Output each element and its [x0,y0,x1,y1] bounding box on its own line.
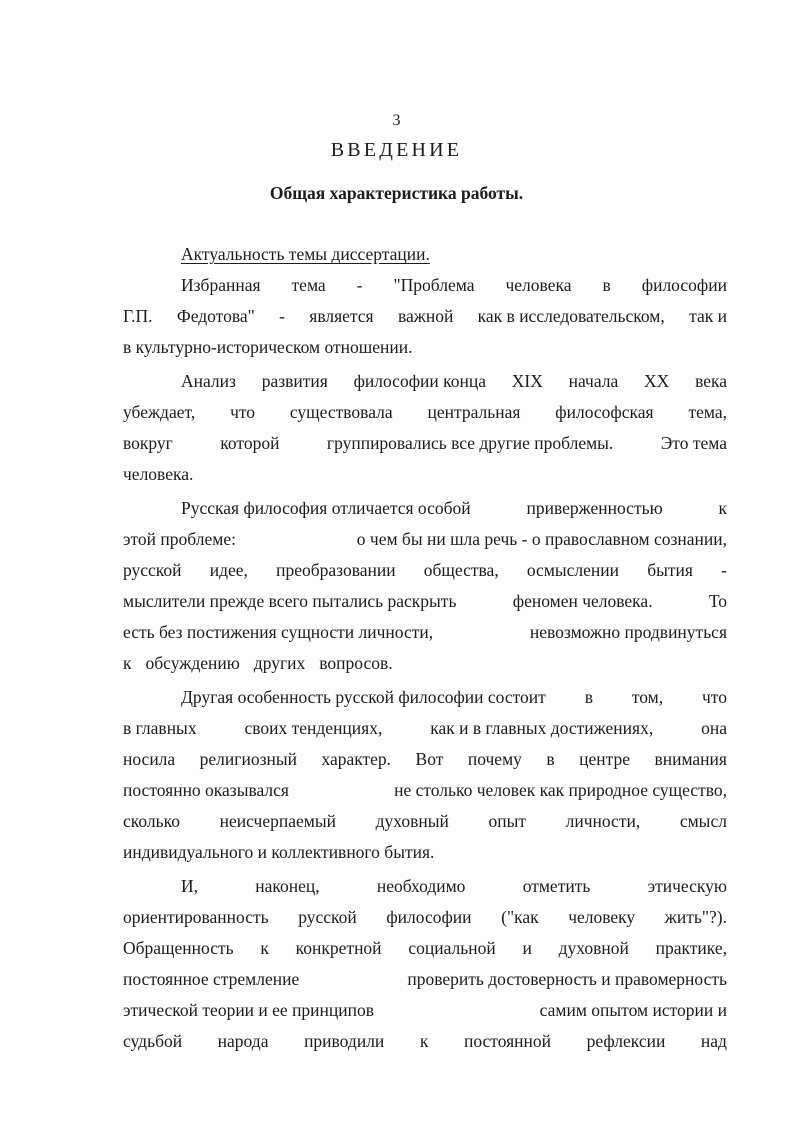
text-word: в [584,687,593,707]
text-word: жить"?). [664,907,727,927]
text-line [123,995,727,1026]
text-word: постоянной [463,1031,552,1051]
text-word: как в исследовательском, [477,306,665,326]
text-word: народа [217,1031,269,1051]
text-word: приверженностью [526,498,663,518]
text-word: этическую [647,876,727,896]
text-line [123,648,727,679]
text-word: духовной [558,938,629,958]
text-word: человека. [123,464,194,484]
text-word: рефлексии [586,1031,666,1051]
text-word: философии [386,907,472,927]
text-word: неисчерпаемый [219,811,336,831]
text-line [123,332,727,363]
text-line [123,555,727,586]
text-word: том, [631,687,664,707]
text-word: практике, [655,938,727,958]
text-word: обсуждению [145,653,240,673]
text-word: опыт [488,811,526,831]
text-line [123,459,727,490]
text-word: человека [505,275,572,295]
text-word: Русская философия отличается особой [181,498,471,518]
text-word: Г.П. [123,306,153,326]
text-line [123,837,727,868]
text-word: в культурно-историческом отношении. [123,337,413,357]
text-word: она [701,718,727,738]
text-word: к [123,653,132,673]
text-word: начала [568,371,619,391]
text-word: что [230,402,256,422]
text-word: Вот [415,749,444,769]
text-word: этической теории и ее принципов [123,1000,375,1020]
text-word: необходимо [376,876,466,896]
text-word: является [309,306,374,326]
text-word: убеждает, [123,402,196,422]
text-word: общества, [423,560,499,580]
text-word: своих тенденциях, [244,718,383,738]
text-word: в [602,275,611,295]
text-line [123,586,727,617]
text-line [123,744,727,775]
text-word: бытия [647,560,693,580]
text-word: смысл [679,811,727,831]
text-word: группировались все другие проблемы. [326,433,614,453]
text-line [123,1026,727,1057]
text-word: философии конца [353,371,487,391]
text-word: ориентированность [123,907,269,927]
text-word: философская [555,402,654,422]
text-word: тема [291,275,326,295]
text-word: характер. [321,749,392,769]
text-word: почему [467,749,522,769]
text-line [123,270,727,301]
text-line [123,493,727,524]
text-word: так и [689,306,727,326]
text-word: центре [579,749,630,769]
text-word: Обращенность [123,938,234,958]
chapter-title: ВВЕДЕНИЕ [330,139,463,161]
text-word: Федотова" [176,306,255,326]
text-line [123,524,727,555]
text-line [123,775,727,806]
text-word: преобразовании [276,560,396,580]
text-word: наконец, [255,876,320,896]
text-line [123,806,727,837]
text-word: духовный [375,811,449,831]
text-word: сколько [123,811,180,831]
text-word: постоянно оказывался [123,780,289,800]
text-word: - [356,275,363,295]
text-word: феномен человека. [512,591,653,611]
text-word: индивидуального и коллективного бытия. [123,842,435,862]
text-line [123,301,727,332]
text-word: судьбой [123,1031,183,1051]
text-word: ("как [501,907,539,927]
text-word: существовала [289,402,393,422]
text-word: личности, [565,811,641,831]
text-line [123,902,727,933]
text-line [123,617,727,648]
text-word: философии [641,275,727,295]
text-word: не столько человек как природное существо, [394,780,727,800]
text-word: в [546,749,555,769]
text-word: развития [261,371,328,391]
text-word: конкретной [295,938,382,958]
text-line [123,428,727,459]
text-line [123,871,727,902]
text-word: к [260,938,269,958]
text-word: которой [220,433,280,453]
text-line [123,964,727,995]
text-word: Анализ [181,371,236,391]
text-word: И, [181,876,199,896]
text-word: Другая особенность русской философии состоит [181,687,546,707]
text-word: к [718,498,727,518]
text-word: в главных [123,718,197,738]
text-word: как и в главных достижениях, [430,718,654,738]
text-line [123,397,727,428]
text-line [123,366,727,397]
text-word: носила [123,749,176,769]
text-word: проверить достоверность и правомерность [407,969,727,989]
subsection-title: Актуальность темы диссертации. [181,244,430,264]
text-word: русской [123,560,182,580]
section-title: Общая характеристика работы. [269,183,524,203]
text-word: самим опытом истории и [539,1000,727,1020]
text-word: других [253,653,306,673]
text-word: русской [298,907,357,927]
text-word: - [279,306,285,326]
text-word: постоянное стремление [123,969,300,989]
text-word: над [700,1031,727,1051]
text-word: социальной [408,938,496,958]
text-word: тема, [688,402,727,422]
text-word: осмыслении [526,560,620,580]
text-word: приводили [304,1031,385,1051]
text-word: Это тема [660,433,727,453]
text-word: к [419,1031,429,1051]
text-word: центральная [427,402,521,422]
text-word: века [695,371,727,391]
text-word: вопросов. [319,653,393,673]
text-word: мыслители прежде всего пытались раскрыть [123,591,457,611]
text-word: человеку [568,907,636,927]
text-word: XX [644,371,670,391]
text-word: внимания [654,749,727,769]
body-text [123,270,727,1057]
text-line [123,933,727,964]
text-word: отметить [522,876,591,896]
text-word: невозможно продвинуться [529,622,727,642]
text-word: что [702,687,727,707]
page-number: 3 [392,112,401,129]
text-line [123,682,727,713]
text-word: Избранная [181,275,261,295]
text-line [123,713,727,744]
text-word: То [708,591,727,611]
text-word: есть без постижения сущности личности, [123,622,434,642]
text-word: о чем бы ни шла речь - о православном сознании, [356,529,727,549]
text-word: идее, [209,560,248,580]
text-word: важной [397,306,454,326]
text-word: этой проблеме: [123,529,236,549]
text-word: вокруг [123,433,173,453]
text-word: XIX [511,371,543,391]
text-word: - [721,560,727,580]
text-word: "Проблема [393,275,475,295]
text-word: религиозный [199,749,297,769]
text-word: и [522,938,532,958]
